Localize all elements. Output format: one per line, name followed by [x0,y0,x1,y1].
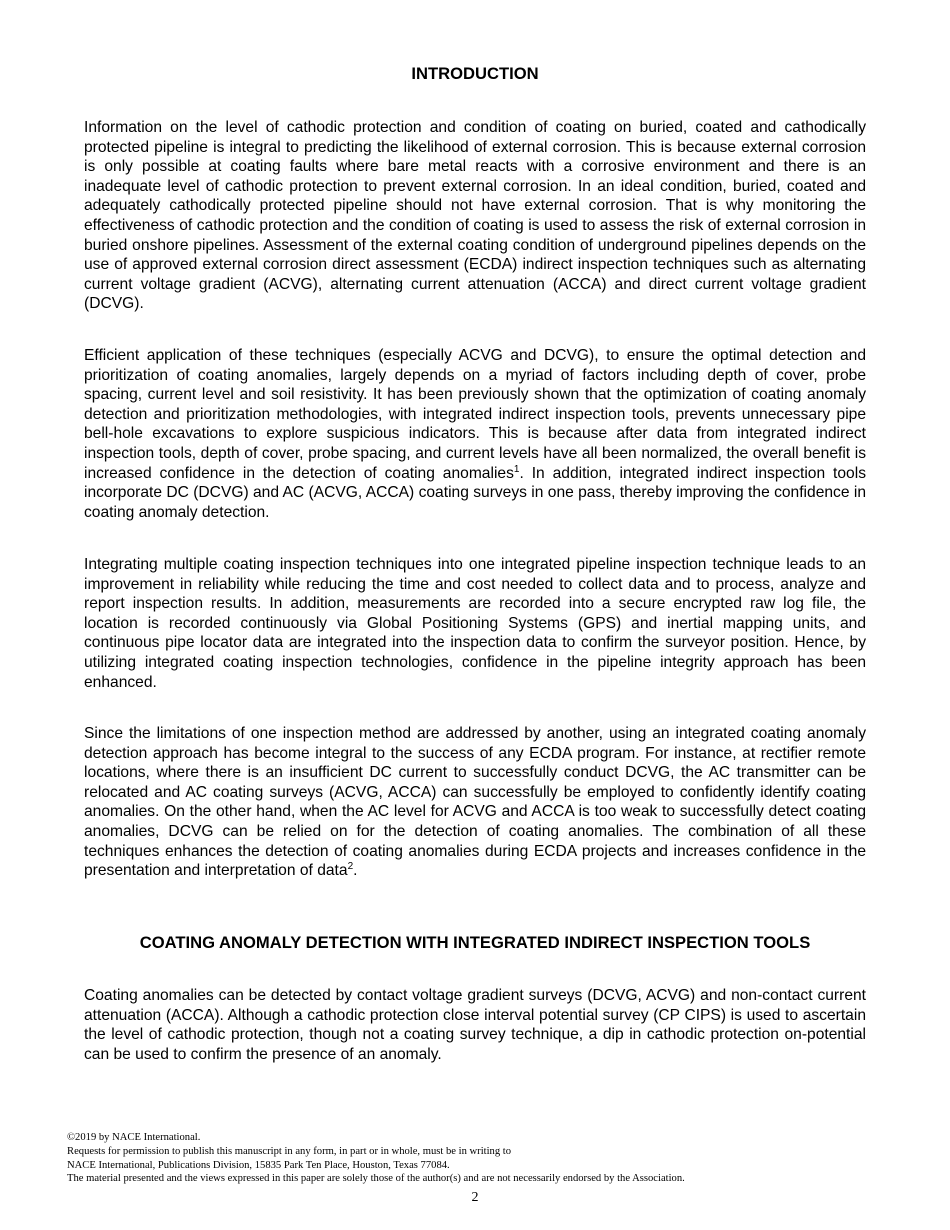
intro-paragraph-1: Information on the level of cathodic protection and condition of coating on buried, coated and cathodically protected pipeline is integral to predicting the likelihood of external corrosion. This is because external corrosion is only possible at coating faults where bare metal reacts with a corrosive environment and there is an inadequate level of cathodic protection to prevent external corrosion. In an ideal condition, buried, coated and adequately cathodically protected pipeline should not have external corrosion. That is why monitoring the effectiveness of cathodic protection and the condition of coating is used to assess the risk of external corrosion in buried onshore pipelines. Assessment of the external coating condition of underground pipelines depends on the use of approved external corrosion direct assessment (ECDA) indirect inspection techniques such as alternating current voltage gradient (ACVG), alternating current attenuation (ACCA) and direct current voltage gradient (DCVG). [84,119,866,313]
intro-paragraph-2-tail: . In addition, integrated indirect inspection tools incorporate DC (DCVG) and AC (ACVG, ACCA) coating surveys in one pass, thereby improving the confidence in coating anomaly detection. [84,464,866,521]
footer-line: The material presented and the views expressed in this paper are solely those of the author(s) and are not necessarily endorsed by the Association. [67,1173,685,1185]
footer-line: ©2019 by NACE International. [67,1132,201,1143]
footer-line: NACE International, Publications Division, 15835 Park Ten Place, Houston, Texas 77084. [67,1159,450,1171]
page-number: 2 [471,1190,479,1205]
coating-paragraph-1: Coating anomalies can be detected by contact voltage gradient surveys (DCVG, ACVG) and non-contact current attenuation (ACCA). Although a cathodic protection close interval potential survey (CP CIPS) is used to ascertain the level of cathodic protection, though not a coating survey technique, a dip in cathodic protection on-potential can be used to confirm the presence of an anomaly. [84,987,866,1063]
reference-1-marker: 1 [513,463,520,475]
intro-paragraph-4-text: Since the limitations of one inspection method are addressed by another, using an integrated coating anomaly detection approach has become integral to the success of any ECDA program. For instance, at rectifier remote locations, where there is an insufficient DC current to successfully conduct DCVG, the AC transmitter can be relocated and AC coating surveys (ACVG, ACCA) can successfully be employed to confidently identify coating anomalies. On the other hand, when the AC level for ACVG and ACCA is too weak to successfully detect coating anomalies, DCVG can be relied on for the detection of coating anomalies. The combination of all these techniques enhances the detection of coating anomalies during ECDA projects and increases confidence in the presentation and interpretation of data [84,725,866,880]
intro-paragraph-3: Integrating multiple coating inspection techniques into one integrated pipeline inspection technique leads to an improvement in reliability while reducing the time and cost needed to collect data and to process, analyze and report inspection results. In addition, measurements are recorded into a secure encrypted raw log file, the location is recorded continuously via Global Positioning Systems (GPS) and inertial mapping units, and continuous pipe locator data are integrated into the inspection data to confirm the surveyor position. Hence, by utilizing integrated coating inspection technologies, confidence in the pipeline integrity approach has been enhanced. [84,556,866,691]
intro-paragraph-2 [84,346,866,522]
introduction-heading: INTRODUCTION [411,64,539,83]
intro-paragraph-4 [84,724,866,881]
reference-2-marker: 2 [347,860,354,872]
coating-section-heading: COATING ANOMALY DETECTION WITH INTEGRATED INDIRECT INSPECTION TOOLS [139,933,811,952]
intro-paragraph-2-text: Efficient application of these techniques (especially ACVG and DCVG), to ensure the optimal detection and prioritization of coating anomalies, largely depends on a myriad of factors including depth of cover, probe spacing, current level and soil resistivity. It has been previously shown that the optimization of coating anomaly detection and prioritization methodologies, with integrated indirect inspection tools, prevents unnecessary pipe bell-hole excavations to explore suspicious indicators. This is because after data from integrated indirect inspection tools, depth of cover, probe spacing, and current levels have all been normalized, the overall benefit is increased confidence in the detection of coating anomalies [84,347,866,482]
intro-paragraph-4-tail: . [353,862,358,880]
footer-line: Requests for permission to publish this manuscript in any form, in part or in whole, must be in writing to [67,1145,512,1157]
copyright-footer [67,1131,887,1186]
